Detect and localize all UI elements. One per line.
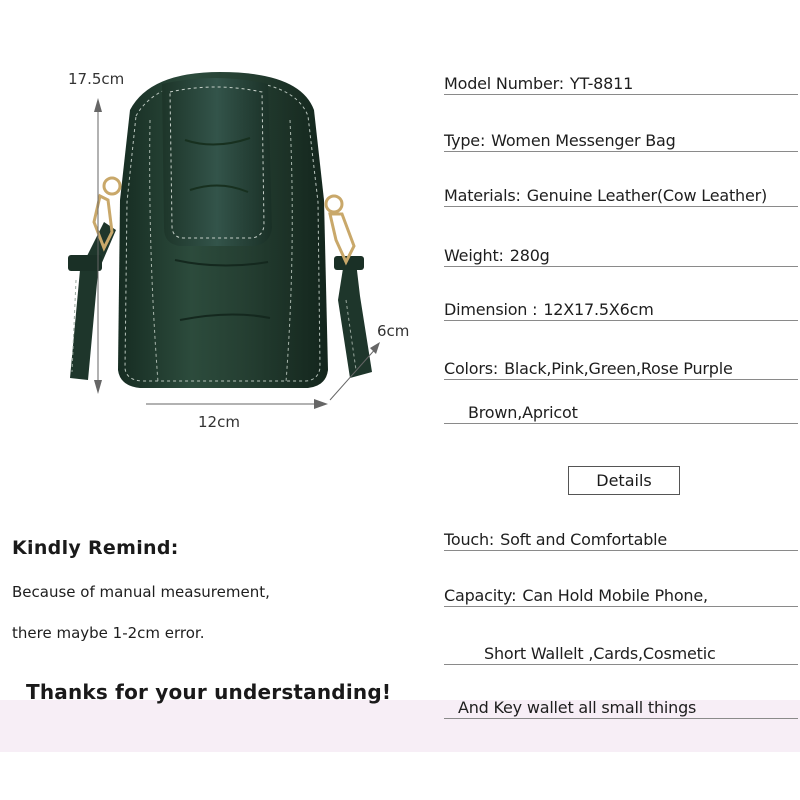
spec-value: 12X17.5X6cm [543, 300, 654, 319]
spec-value: Women Messenger Bag [491, 131, 676, 150]
remind-line-1: Because of manual measurement, [12, 583, 270, 601]
bag-illustration [0, 0, 440, 460]
spec-colors [444, 359, 798, 380]
spec-weight [444, 246, 798, 267]
detail-capacity [444, 586, 798, 607]
spec-model-number [444, 74, 798, 95]
details-header: Details [568, 466, 680, 495]
detail-label: Touch: [444, 530, 495, 549]
width-arrow [146, 399, 328, 409]
spec-label: Type: [444, 131, 486, 150]
remind-line-2: there maybe 1-2cm error. [12, 624, 205, 642]
thanks-message: Thanks for your understanding! [26, 680, 392, 704]
detail-capacity-line2: Short Wallelt ,Cards,Cosmetic [444, 644, 798, 665]
bag-flap [162, 78, 272, 246]
detail-value: Soft and Comfortable [500, 530, 668, 549]
spec-type [444, 131, 798, 152]
spec-value: Black,Pink,Green,Rose Purple [504, 359, 733, 378]
right-clasp-icon [326, 196, 354, 262]
remind-title: Kindly Remind: [12, 537, 179, 559]
depth-label: 6cm [377, 322, 410, 340]
spec-label: Dimension : [444, 300, 538, 319]
spec-value: 280g [509, 246, 550, 265]
width-label: 12cm [198, 413, 240, 431]
detail-capacity-line3: And Key wallet all small things [444, 698, 798, 719]
detail-value: Can Hold Mobile Phone, [522, 586, 708, 605]
spec-colors-continued: Brown,Apricot [444, 403, 798, 424]
detail-label: Capacity: [444, 586, 517, 605]
spec-dimension [444, 300, 798, 321]
spec-label: Materials: [444, 186, 521, 205]
spec-materials [444, 186, 798, 207]
left-strap-keeper [68, 255, 102, 271]
detail-touch [444, 530, 798, 551]
spec-value: Genuine Leather(Cow Leather) [526, 186, 768, 205]
left-strap [68, 222, 116, 380]
spec-value: YT-8811 [569, 74, 634, 93]
spec-label: Model Number: [444, 74, 564, 93]
height-label: 17.5cm [68, 70, 125, 88]
spec-label: Weight: [444, 246, 504, 265]
spec-label: Colors: [444, 359, 499, 378]
